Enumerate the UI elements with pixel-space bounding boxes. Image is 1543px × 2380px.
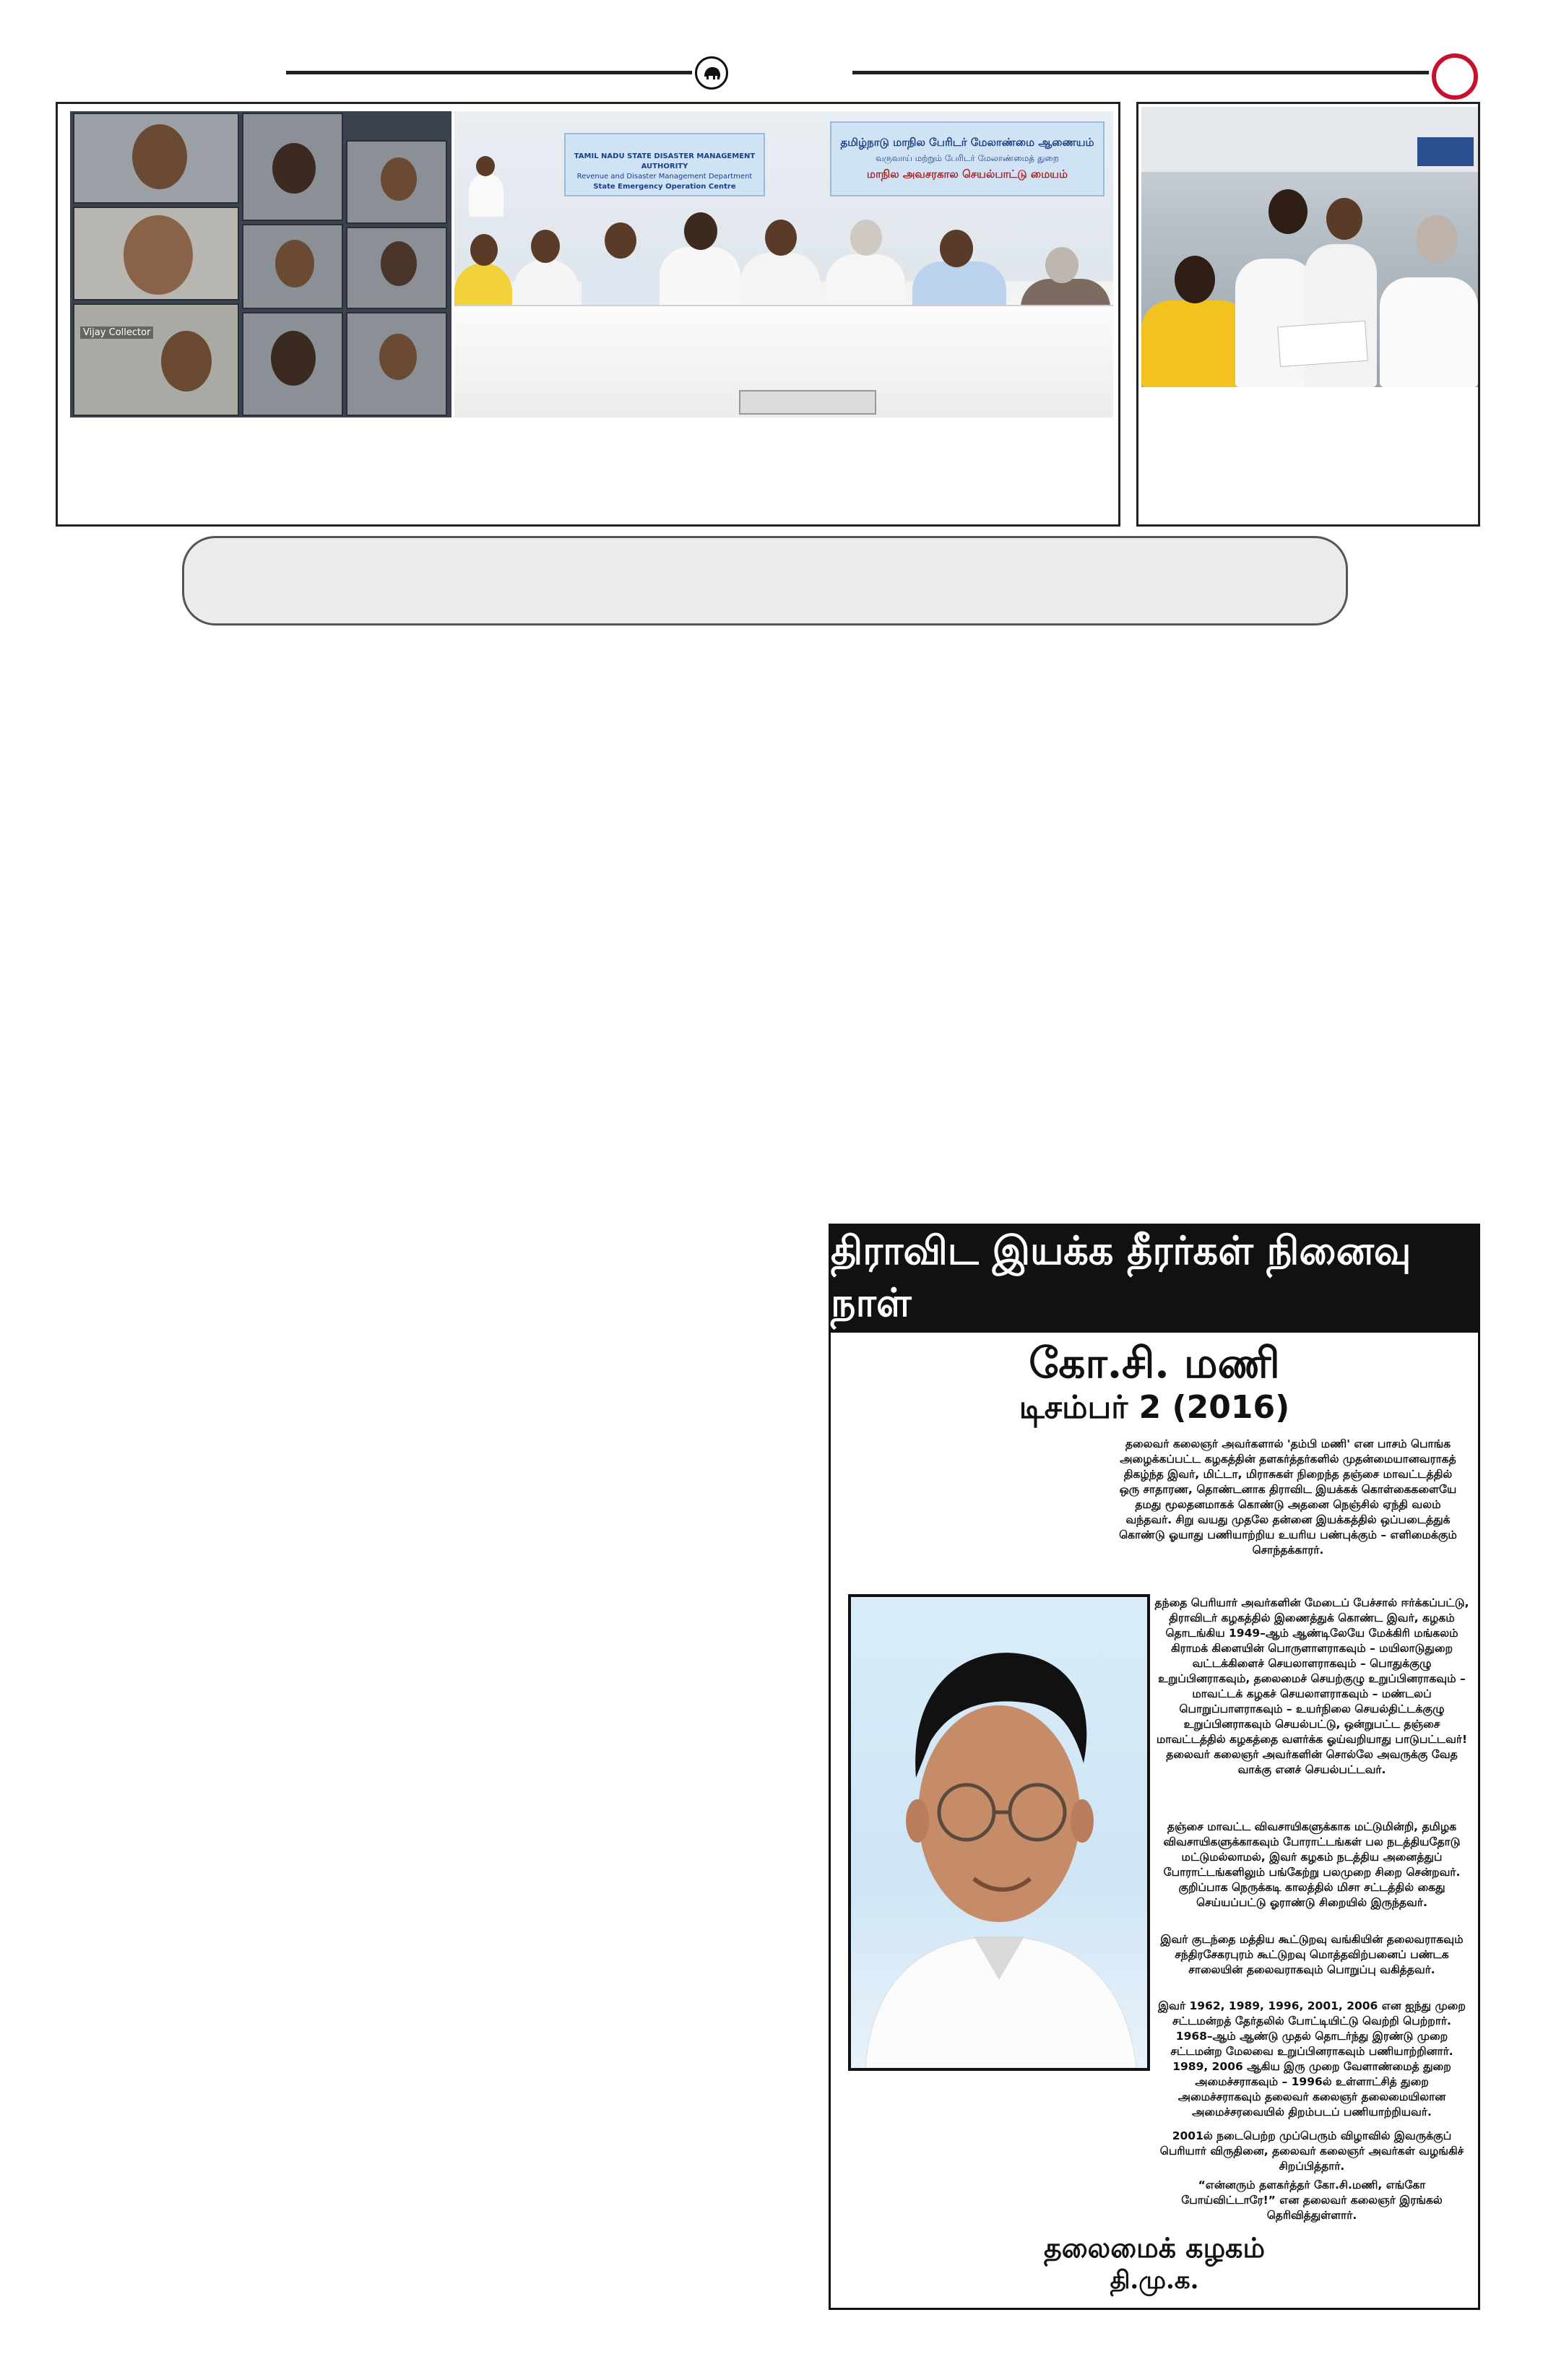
video-wall-photo [70, 111, 451, 417]
side-photo-frame [1136, 102, 1480, 527]
document-sheet [1277, 321, 1368, 367]
header-rule-right [852, 71, 1429, 74]
obituary-name: கோ.சி. மணி [1029, 1338, 1280, 1388]
obituary-paragraph: தந்தை பெரியார் அவர்களின் மேடைப் பேச்சால் ஈர்க்கப்பட்டு, திராவிடர் கழகத்தில் இணைத்துக் கொண்ட இவர், கழகம் தொடங்கிய 1949–ஆம் ஆண்டிலேயே மேக்கிரி மங்கலம் கிராமக் கிளையின் பொருளாளராகவும் – மயிலாடுதுறை வட்டக்கிளைச் செயலாளராகவும் – பொதுக்குழு உறுப்பினராகவும், தலைமைச் செயற்குழு உறுப்பினராகவும் – மாவட்டக் கழகச் செயலாளராகவும் – மண்டலப் பொறுப்பாளராகவும் – உயர்நிலை செயல்திட்டக்குழு உறுப்பினராகவும் செயல்பட்டு, ஒன்றுபட்ட தஞ்சை மாவட்டத்தில் கழகத்தை வளர்க்க ஓய்வறியாது பாடுபட்டவர்! தலைவர் கலைஞர் அவர்களின் சொல்லே அவருக்கு வேத வாக்கு எனச் செயல்பட்டவர். [1154, 1596, 1469, 1776]
video-tile [242, 224, 343, 309]
portrait-drawing [851, 1597, 1147, 2068]
obituary-footer-org: தலைமைக் கழகம் [1043, 2231, 1266, 2264]
banner-ta-line-3: மாநில அவசரகால செயல்பாட்டு மையம் [866, 168, 1068, 181]
obituary-footer-party: தி.மு.க. [1110, 2266, 1199, 2295]
video-tile [73, 303, 239, 416]
banner-en-line-3: State Emergency Operation Centre [593, 183, 736, 191]
obituary-paragraph: “என்னரும் தளகர்த்தர் கோ.சி.மணி, எங்கோ போய்விட்டாரே!” என தலைவர் கலைஞர் இரங்கல் தெரிவித்துள்ளார். [1181, 2178, 1443, 2222]
elephant-icon [695, 56, 728, 90]
main-photo-frame [56, 102, 1120, 527]
video-tile-label: Vijay Collector [80, 326, 153, 339]
person [1380, 277, 1478, 387]
obituary-paragraph: 2001ல் நடைபெற்ற முப்பெரும் விழாவில் இவருக்குப் பெரியார் விருதினை, தலைவர் கலைஞர் அவர்கள் வழங்கிச் சிறப்பித்தார். [1159, 2129, 1464, 2173]
person [1141, 300, 1250, 387]
video-tile [242, 113, 343, 221]
microphone-console [739, 390, 876, 415]
elephant-glyph [701, 62, 722, 84]
obituary-heading: திராவிட இயக்க தீரர்கள் நினைவு நாள் [831, 1226, 1478, 1333]
video-tile [242, 312, 343, 416]
obituary-paragraph: இவர் 1962, 1989, 1996, 2001, 2006 என ஐந்து முறை சட்டமன்றத் தேர்தலில் போட்டியிட்டு வெற்றி பெற்றார். 1968–ஆம் ஆண்டு முதல் தொடர்ந்து இரண்டு முறை சட்டமன்ற மேலவை உறுப்பினராகவும் பணியாற்றினார். 1989, 2006 ஆகிய இரு முறை வேளாண்மைத் துறை அமைச்சராகவும் – 1996ல் உள்ளாட்சித் துறை அமைச்சராகவும் தலைவர் கலைஞர் தலைமையிலான அமைச்சரவையில் திறம்படப் பணியாற்றியவர். [1158, 1999, 1466, 2119]
banner-ta-line-1: தமிழ்நாடு மாநில பேரிடர் மேலாண்மை ஆணையம் [840, 136, 1094, 149]
video-tile [346, 140, 447, 224]
person [469, 173, 503, 217]
inspection-photo [1141, 107, 1478, 387]
obituary-paragraph: தஞ்சை மாவட்ட விவசாயிகளுக்காக மட்டுமின்றி, தமிழக விவசாயிகளுக்காகவும் போராட்டங்கள் பல நடத்தியதோடு மட்டுமல்லாமல், இவர் கழகம் நடத்திய அனைத்துப் போராட்டங்களிலும் பங்கேற்று பலமுறை சிறை சென்றவர். குறிப்பாக நெருக்கடி காலத்தில் மிசா சட்டத்தில் கைது செய்யப்பட்டு ஓராண்டு சிறையில் இருந்தவர். [1163, 1820, 1461, 1909]
obituary-paragraph: தலைவர் கலைஞர் அவர்களால் 'தம்பி மணி' என பாசம் பொங்க அழைக்கப்பட்ட கழகத்தின் தளகர்த்தர்களில் முதன்மையானவராகத் திகழ்ந்த இவர், மிட்டா, மிராசுகள் நிறைந்த தஞ்சை மாவட்டத்தில் ஒரு சாதாரண, தொண்டனாக திராவிட இயக்கக் கொள்கைகளையே தமது மூலதனமாகக் கொண்டு அதனை நெஞ்சில் ஏந்தி வலம் வந்தவர். சிறு வயது முதலே தன்னை இயக்கத்தில் ஒப்படைத்துக் கொண்டு ஓயாது பணியாற்றிய உயரிய பண்புக்கும் – எளிமைக்கும் சொந்தக்காரர். [1119, 1437, 1457, 1557]
page-number-circle [1432, 53, 1478, 100]
banner-ta-line-2: வருவாய் மற்றும் பேரிடர் மேலாண்மைத் துறை [876, 153, 1059, 163]
video-tile [73, 113, 239, 204]
sdma-banner-tamil [830, 121, 1105, 196]
meeting-room-photo [454, 111, 1113, 417]
video-tile [346, 312, 447, 416]
obituary-box [829, 1224, 1480, 2310]
banner-en-line-2: Revenue and Disaster Management Department [576, 173, 753, 181]
sdma-banner-english [564, 133, 765, 196]
portrait-photo [848, 1594, 1150, 2071]
video-tile [346, 227, 447, 309]
person [1235, 259, 1315, 387]
person [1305, 244, 1377, 387]
video-tile [73, 207, 239, 300]
banner-en-line-1: TAMIL NADU STATE DISASTER MANAGEMENT AUTHORITY [574, 152, 756, 170]
header-rule-left [286, 71, 692, 74]
obituary-date: டிசம்பர் 2 (2016) [1019, 1389, 1290, 1426]
caption-bar [182, 536, 1348, 626]
obituary-paragraph: இவர் குடந்தை மத்திய கூட்டுறவு வங்கியின் தலைவராகவும் சந்திரசேகரபுரம் கூட்டுறவு மொத்தவிற்பனைப் பண்டக சாலையின் தலைவராகவும் பொறுப்பு வகித்தவர். [1160, 1933, 1464, 1976]
